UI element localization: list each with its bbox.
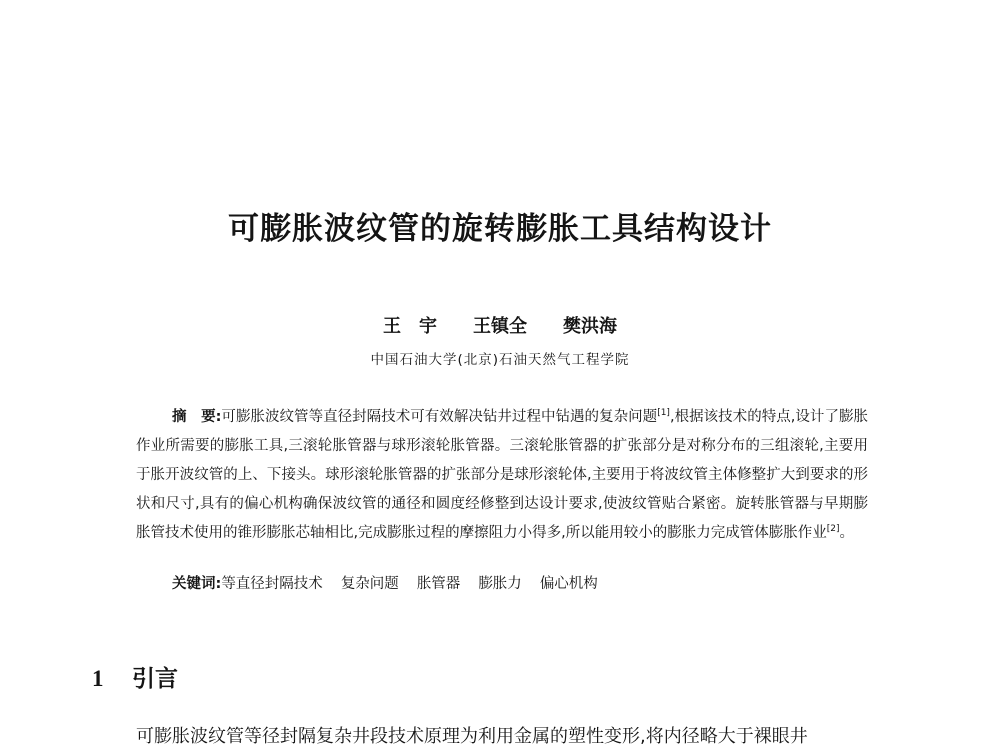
author-list: 王 宇 王镇全 樊洪海 [383, 316, 617, 337]
citation-ref-2: [2] [826, 524, 840, 535]
abstract-text-part1: 可膨胀波纹管等直径封隔技术可有效解决钻井过程中钻遇的复杂问题 [221, 409, 658, 425]
keyword-item: 偏心机构 [539, 576, 598, 592]
abstract-text-part2: ,根据该技术的特点,设计了膨胀作业所需要的膨胀工具,三滚轮胀管器与球形滚轮胀管器。三滚轮胀管器的扩张部分是对称分布的三组滚轮,主要用于胀开波纹管的上、下接头。球形滚轮胀管器的扩张部分是球形滚轮体,主要用于将波纹管主体修整扩大到要求的形状和尺寸,具有的偏心机构确保波纹管的通径和圆度经修整到达设计要求,使波纹管贴合紧密。旋转胀管器与早期膨胀管技术使用的锥形膨胀芯轴相比,完成膨胀过程的摩擦阻力小得多,所以能用较小的膨胀力完成管体膨胀作业 [136, 409, 869, 541]
section-heading-introduction [92, 660, 178, 693]
abstract-text-end: 。 [839, 525, 854, 541]
body-text-line: 可膨胀波纹管等径封隔复杂井段技术原理为利用金属的塑性变形,将内径略大于裸眼井 [136, 726, 808, 747]
keyword-item: 等直径封隔技术 [221, 576, 323, 592]
citation-ref-1: [1] [657, 408, 670, 419]
section-title: 引言 [132, 666, 178, 692]
keyword-item: 膨胀力 [478, 576, 522, 592]
abstract [136, 403, 868, 548]
keywords-label: 关键词: [172, 576, 222, 592]
keyword-item: 胀管器 [416, 576, 461, 592]
paper-title: 可膨胀波纹管的旋转膨胀工具结构设计 [228, 211, 772, 247]
keyword-item: 复杂问题 [340, 576, 399, 592]
section-number: 1 [92, 666, 104, 691]
abstract-label: 摘 要: [172, 409, 222, 425]
keywords [172, 572, 872, 596]
affiliation: 中国石油大学(北京)石油天然气工程学院 [370, 352, 630, 368]
